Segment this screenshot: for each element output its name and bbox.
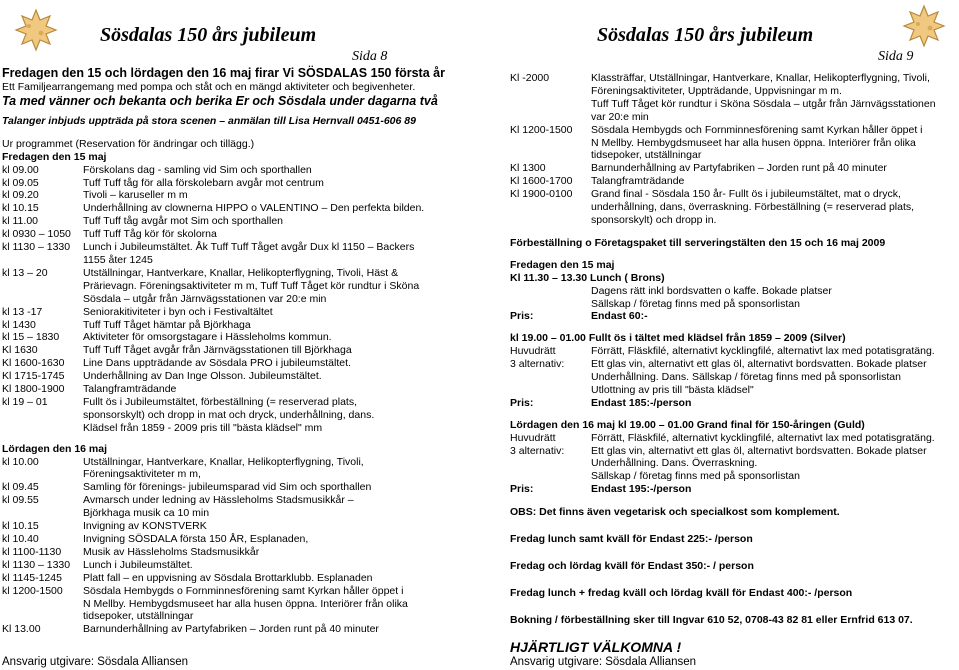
program-description: Talangframträdande <box>83 383 177 396</box>
program-row <box>2 585 472 624</box>
program-row <box>2 623 472 636</box>
price-row: Pris: Endast 195:-/person <box>510 483 692 496</box>
program-description: Sösdala Hembygds o Fornminnesförening samt Kyrkan håller öppet i N Mellby. Hembygdsmuseet har alla husen öppna. Interiörer från olika tidsepoker, utställningar <box>83 584 408 623</box>
program-row <box>510 124 955 163</box>
program-row <box>2 357 472 370</box>
program-row <box>2 319 472 332</box>
program-description: Barnunderhållning av Partyfabriken – Jorden runt på 40 minuter <box>83 623 379 636</box>
program-row <box>2 177 472 190</box>
program-row <box>2 306 472 319</box>
menu-row: Dagens rätt inkl bordsvatten o kaffe. Bokade platser Sällskap / företag finns med på sponsorlistan <box>591 284 832 310</box>
friday-heading: Fredagen den 15 maj <box>2 150 107 163</box>
program-time: kl 09.20 <box>2 189 39 202</box>
program-description: Sösdala Hembygds och Fornminnesförening samt Kyrkan håller öppet i N Mellby. Hembygdsmuseet har alla husen öppna. Interiörer från olika tidsepoker, utställningar <box>591 123 923 162</box>
page-title: Sösdalas 150 års jubileum <box>100 24 317 46</box>
program-description: Underhållning av clownerna HIPPO o VALENTINO – Den perfekta bilden. <box>83 202 425 215</box>
saturday-program <box>2 456 472 637</box>
intro-line: Ta med vänner och bekanta och berika Er och Sösdala under dagarna två <box>2 93 438 108</box>
page-number: Sida 9 <box>878 49 914 64</box>
program-row <box>2 456 472 482</box>
program-row <box>510 175 955 188</box>
program-row <box>2 228 472 241</box>
program-time: kl 0930 – 1050 <box>2 228 71 241</box>
menu-row: Huvudrätt Förrätt, Fläskfilé, alternativt kycklingfilé, alternativt lax med potatisgratäng. <box>510 431 935 444</box>
program-time: kl 1130 – 1330 <box>2 558 71 571</box>
program-description: Fullt ös i Jubileumstältet, förbeställning (= reserverad plats, sponsorskylt) och dropp in mat och dryck, underhållning, dans. Klädsel från 1859 - 2009 pris till "bästa klädsel" mm <box>83 395 375 434</box>
program-description: Klassträffar, Utställningar, Hantverkare, Knallar, Helikopterflygning, Tivoli, Föreningsaktiviteter, Uppträdande, Uppvisningar m m. Tuff Tuff Tåget kör rundtur i Sköna Sösdala – utgår från Järnvägsstationen var 20:e min <box>591 72 936 123</box>
program-time: kl 09.55 <box>2 494 39 507</box>
program-description: Avmarsch under ledning av Hässleholms Stadsmusikkår – Björkhaga musik ca 10 min <box>83 494 354 520</box>
program-row <box>2 241 472 267</box>
menu-row: Huvudrätt Förrätt, Fläskfilé, alternativt kycklingfilé, alternativt lax med potatisgratäng. <box>510 345 935 358</box>
program-time: kl 1200-1500 <box>2 584 63 597</box>
program-time: kl 15 – 1830 <box>2 331 60 344</box>
program-time: Kl 1800-1900 <box>2 383 65 396</box>
program-description: Tuff Tuff Tåget hämtar på Björkhaga <box>83 318 251 331</box>
program-row <box>510 72 955 124</box>
program-time: Kl 1715-1745 <box>2 370 65 383</box>
program-row <box>2 396 472 435</box>
program-time: kl 13 -17 <box>2 305 43 318</box>
program-description: Grand final - Sösdala 150 år- Fullt ös i jubileumstältet, mat o dryck, underhållning, dans, överraskning. Förbeställning (= reserverad plats, sponsorskylt) och dropp in. <box>591 188 915 226</box>
maple-leaf-icon <box>12 6 60 54</box>
program-row <box>2 370 472 383</box>
program-time: kl 13 – 20 <box>2 266 48 279</box>
program-time: kl 19 – 01 <box>2 395 48 408</box>
program-row <box>2 331 472 344</box>
right-body <box>510 72 955 654</box>
menu-row: 3 alternativ: Ett glas vin, alternativt ett glas öl, alternativt bordsvatten. Bokade platser Underhållning. Dans. Överraskning. Sällskap / företag finns med på sponsorlistan <box>510 444 927 483</box>
program-description: Förskolans dag - samling vid Sim och sporthallen <box>83 163 312 176</box>
program-row <box>2 164 472 177</box>
program-description: Utställningar, Hantverkare, Knallar, Helikopterflygning, Tivoli, Häst & Prärievagn. Föreningsaktiviteter m m, Tuff Tuff Tåget kör rundtur i Sköna Sösdala – utgår från Järnvägsstationen var 20:e min <box>83 266 420 305</box>
program-description: Tivoli – karuseller m m <box>83 189 188 202</box>
program-row <box>2 572 472 585</box>
program-time: kl 1145-1245 <box>2 571 62 584</box>
program-row <box>2 520 472 533</box>
prebook-heading: Förbeställning o Företagspaket till serveringstälten den 15 och 16 maj 2009 <box>510 236 886 249</box>
program-time: Kl 1630 <box>2 344 38 357</box>
program-row <box>2 546 472 559</box>
program-row <box>510 188 955 227</box>
program-description: Line Dans uppträdande av Sösdala PRO i jubileumstältet. <box>83 357 351 370</box>
obs-note: OBS: Det finns även vegetarisk och specialkost som komplement. <box>510 506 840 519</box>
program-time: kl 09.45 <box>2 481 39 494</box>
program-row <box>2 267 472 306</box>
saturday-heading: Lördagen den 16 maj kl 19.00 – 01.00 Grand final för 150-åringen (Guld) <box>510 418 865 431</box>
friday-lunch-heading: Kl 11.30 – 13.30 Lunch ( Brons) <box>510 271 665 284</box>
program-row <box>2 215 472 228</box>
program-description: Barnunderhållning av Partyfabriken – Jorden runt på 40 minuter <box>591 162 887 175</box>
program-time: Kl 1300 <box>510 162 546 175</box>
program-time: kl 09.05 <box>2 176 39 189</box>
maple-leaf-icon <box>900 2 948 50</box>
footer: Ansvarig utgivare: Sösdala Alliansen <box>2 656 189 668</box>
program-row <box>2 344 472 357</box>
program-time: kl 10.00 <box>2 455 39 468</box>
program-row <box>2 202 472 215</box>
program-time: Kl 1600-1700 <box>510 175 573 188</box>
program-description: Samling för förenings- jubileumsparad vid Sim och sporthallen <box>83 481 372 494</box>
program-description: Aktiviteter för omsorgstagare i Hässleholms kommun. <box>83 331 332 344</box>
friday-evening-heading: kl 19.00 – 01.00 Fullt ös i tältet med klädsel från 1859 – 2009 (Silver) <box>510 332 846 345</box>
program-description: Underhållning av Dan Inge Olsson. Jubileumstältet. <box>83 370 322 383</box>
program-time: kl 09.00 <box>2 163 39 176</box>
program-description: Tuff Tuff Tåget avgår från Järnvägsstationen till Björkhaga <box>83 344 352 357</box>
welcome-text: HJÄRTLIGT VÄLKOMNA ! <box>510 638 682 655</box>
page-number: Sida 8 <box>352 49 388 64</box>
program-description: Utställningar, Hantverkare, Knallar, Helikopterflygning, Tivoli, Föreningsaktiviteter m m, <box>83 455 364 481</box>
program-description: Lunch i Jubileumstältet. Åk Tuff Tuff Tåget avgår Dux kl 1150 – Backers 1155 åter 1245 <box>83 241 415 266</box>
program-description: Invigning SÖSDALA första 150 ÅR, Esplanaden, <box>83 533 309 545</box>
intro-line: Ett Familjearrangemang med pompa och ståt och en mängd aktiviteter och begivenheter. <box>2 81 416 93</box>
offer: Fredag och lördag kväll för Endast 350:- / person <box>510 560 754 572</box>
booking-info: Bokning / förbeställning sker till Ingvar 610 52, 0708-43 82 81 eller Ernfrid 613 07. <box>510 613 913 626</box>
friday-program <box>2 164 472 435</box>
program-description: Talangframträdande <box>591 175 685 188</box>
intro-headline: Fredagen den 15 och lördagen den 16 maj firar Vi SÖSDALAS 150 första år <box>2 66 445 80</box>
program-row <box>2 494 472 520</box>
left-body <box>2 66 472 636</box>
program-time: kl 10.15 <box>2 520 39 533</box>
intro-line: Ur programmet (Reservation för ändringar och tillägg.) <box>2 137 255 150</box>
footer: Ansvarig utgivare: Sösdala Alliansen <box>510 656 697 668</box>
program-description: Platt fall – en uppvisning av Sösdala Brottarklubb. Esplanaden <box>83 571 373 584</box>
program-time: Kl 1200-1500 <box>510 123 573 136</box>
intro-line: Talanger inbjuds uppträda på stora scenen – anmälan till Lisa Hernvall 0451-606 89 <box>2 114 416 127</box>
offer: Fredag lunch samt kväll för Endast 225:- /person <box>510 533 753 546</box>
right-program <box>510 72 955 227</box>
program-description: Lunch i Jubileumstältet. <box>83 558 193 571</box>
program-row <box>2 481 472 494</box>
page-title: Sösdalas 150 års jubileum <box>597 24 814 46</box>
friday-heading: Fredagen den 15 maj <box>510 258 615 271</box>
program-time: kl 11.00 <box>2 215 38 228</box>
program-time: Kl 1600-1630 <box>2 357 65 370</box>
program-time: Kl 13.00 <box>2 623 41 636</box>
program-row <box>510 162 955 175</box>
menu-row: 3 alternativ: Ett glas vin, alternativt ett glas öl, alternativt bordsvatten. Bokade platser Underhållning. Dans. Sällskap / företag finns med på sponsorlistan Utlottning av pris till "bästa klädsel" <box>510 358 927 396</box>
program-time: kl 1430 <box>2 318 36 331</box>
saturday-heading: Lördagen den 16 maj <box>2 442 108 455</box>
program-row <box>2 533 472 546</box>
program-time: kl 10.40 <box>2 533 39 545</box>
program-description: Musik av Hässleholms Stadsmusikkår <box>83 545 260 558</box>
program-description: Tuff Tuff Tåg kör för skolorna <box>83 228 217 241</box>
program-time: Kl 1900-0100 <box>510 188 573 201</box>
program-row <box>2 383 472 396</box>
program-time: kl 1130 – 1330 <box>2 241 71 254</box>
program-description: Invigning av KONSTVERK <box>83 520 207 533</box>
program-time: kl 10.15 <box>2 202 39 215</box>
page-right <box>480 0 959 670</box>
program-row <box>2 189 472 202</box>
price-row: Pris: Endast 185:-/person <box>510 396 692 409</box>
price-row: Pris: Endast 60:- <box>510 310 648 323</box>
offer: Fredag lunch + fredag kväll och lördag kväll för Endast 400:- /person <box>510 586 853 599</box>
program-description: Tuff Tuff tåg för alla förskolebarn avgår mot centrum <box>83 176 324 189</box>
program-time: kl 1100-1130 <box>2 545 62 558</box>
program-description: Seniorakitiviteter i byn och i Festivaltältet <box>83 305 273 318</box>
program-time: Kl -2000 <box>510 72 550 84</box>
program-description: Tuff Tuff tåg avgår mot Sim och sporthallen <box>83 215 283 228</box>
program-row <box>2 559 472 572</box>
